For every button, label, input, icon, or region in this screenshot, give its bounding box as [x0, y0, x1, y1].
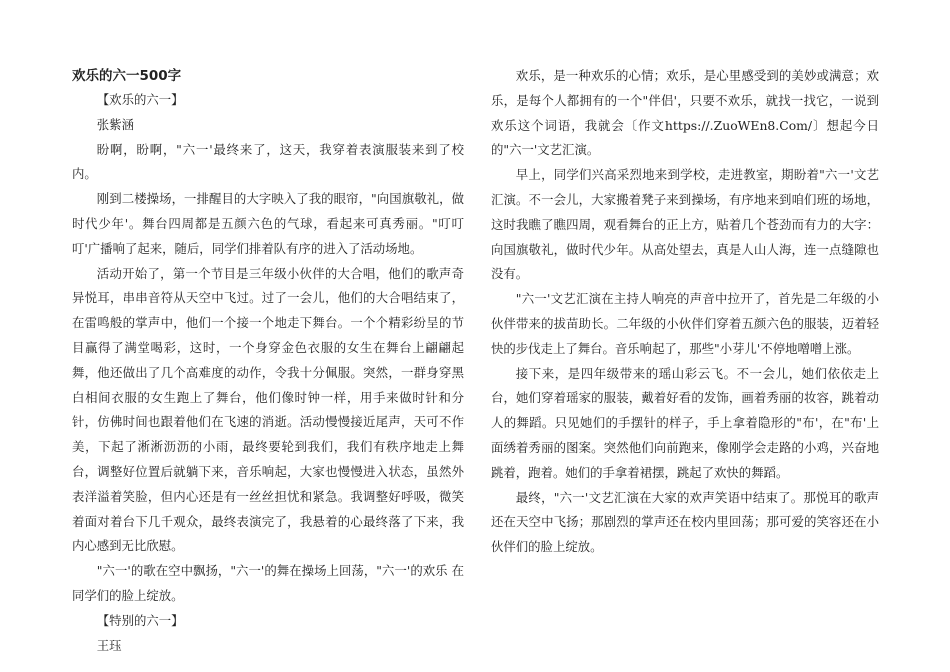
paragraph: 接下来，是四年级带来的瑶山彩云飞。不一会儿，她们依依走上台，她们穿着瑶家的服装，戴着好看的发饰，画着秀丽的妆容，跳着动人的舞蹈。只见她们的手摆针的样子，手上拿着隐形的"布'，在"布'上面绣着秀丽的图案。突然他们向前跑来，像刚学会走路的小鸡，兴奋地跳着，跑着。她们的手拿着裙摆，跳起了欢快的舞蹈。 — [491, 365, 879, 480]
paragraph: 活动开始了，第一个节目是三年级小伙伴的大合唱，他们的歌声奇异悦耳，串串音符从天空中飞过。过了一会儿，他们的大合唱结束了，在雷鸣般的掌声中，他们一个接一个地走下舞台。一个个精彩纷呈的节目赢得了满堂喝彩，这时，一个身穿金色衣服的女生在舞台上翩翩起舞，他还做出了几个高难度的动作，令我十分佩服。突然，一群身穿黑白相间衣服的女生跑上了舞台，他们像时钟一样，用手来做时针和分针，仿佛时间也跟着他们在飞速的消逝。活动慢慢接近尾声，天可不作美，下起了淅淅沥沥的小雨，最终要轮到我们，我们有秩序地走上舞台，调整好位置后就躺下来，音乐响起，大家也慢慢进入状态，虽然外表洋溢着笑脸，但内心还是有一丝丝担忧和紧急。我调整好呼吸，微笑着面对着台下几千观众，最终表演完了，我悬着的心最终落了下来，我内心感到无比欣慰。 — [72, 265, 464, 554]
paragraph: 最终，"六一'文艺汇演在大家的欢声笑语中结束了。那悦耳的歌声还在天空中飞扬；那剧烈的掌声还在校内里回荡；那可爱的笑容还在小伙伴们的脸上绽放。 — [491, 489, 879, 555]
paragraph: 欢乐，是一种欢乐的心情；欢乐，是心里感受到的美妙或满意；欢乐，是每个人都拥有的一个"伴侣'，只要不欢乐，就找一找它，一说到欢乐这个词语，我就会〔作文https://.ZuoWEn8.Com/〕想起今日的"六一'文艺汇演。 — [491, 68, 879, 158]
paragraph: 盼啊，盼啊，"六一'最终来了，这天，我穿着表演服装来到了校内。 — [72, 141, 464, 182]
paragraph: 刚到二楼操场，一排醒目的大字映入了我的眼帘，"向国旗敬礼，做时代少年'。舞台四周都是五颜六色的气球，看起来可真秀丽。"叮叮叮'广播响了起来，随后，同学们排着队有序的进入了活动场地。 — [72, 191, 464, 256]
paragraph: 早上，同学们兴高采烈地来到学校，走进教室，期盼着"六一'文艺汇演。不一会儿，大家搬着凳子来到操场，有序地来到咱们班的场地，这时我瞧了瞧四周，观看舞台的正上方，贴着几个苍劲而有力的大字：向国旗敬礼，做时代少年。从高处望去，真是人山人海，连一点缝隙也没有。 — [491, 167, 879, 282]
section-heading-special-children-day: 【特别的六一】 — [96, 612, 184, 628]
left-column — [72, 64, 464, 658]
author-name: 张紫涵 — [96, 116, 134, 132]
right-column — [491, 64, 879, 560]
paragraph: "六一'文艺汇演在主持人响亮的声音中拉开了，首先是二年级的小伙伴带来的拔苗助长。二年级的小伙伴们穿着五颜六色的服装，迈着轻快的步伐走上了舞台。音乐响起了，那些"小芽儿'不停地噌噌上涨。 — [491, 291, 879, 356]
section-heading-happy-children-day: 【欢乐的六一】 — [96, 92, 184, 107]
paragraph: "六一'的歌在空中飘扬，"六一'的舞在操场上回荡，"六一'的欢乐 在同学们的脸上绽放。 — [72, 563, 464, 603]
page-title: 欢乐的六一500字 — [72, 68, 182, 84]
author-name: 王珏 — [96, 637, 122, 653]
